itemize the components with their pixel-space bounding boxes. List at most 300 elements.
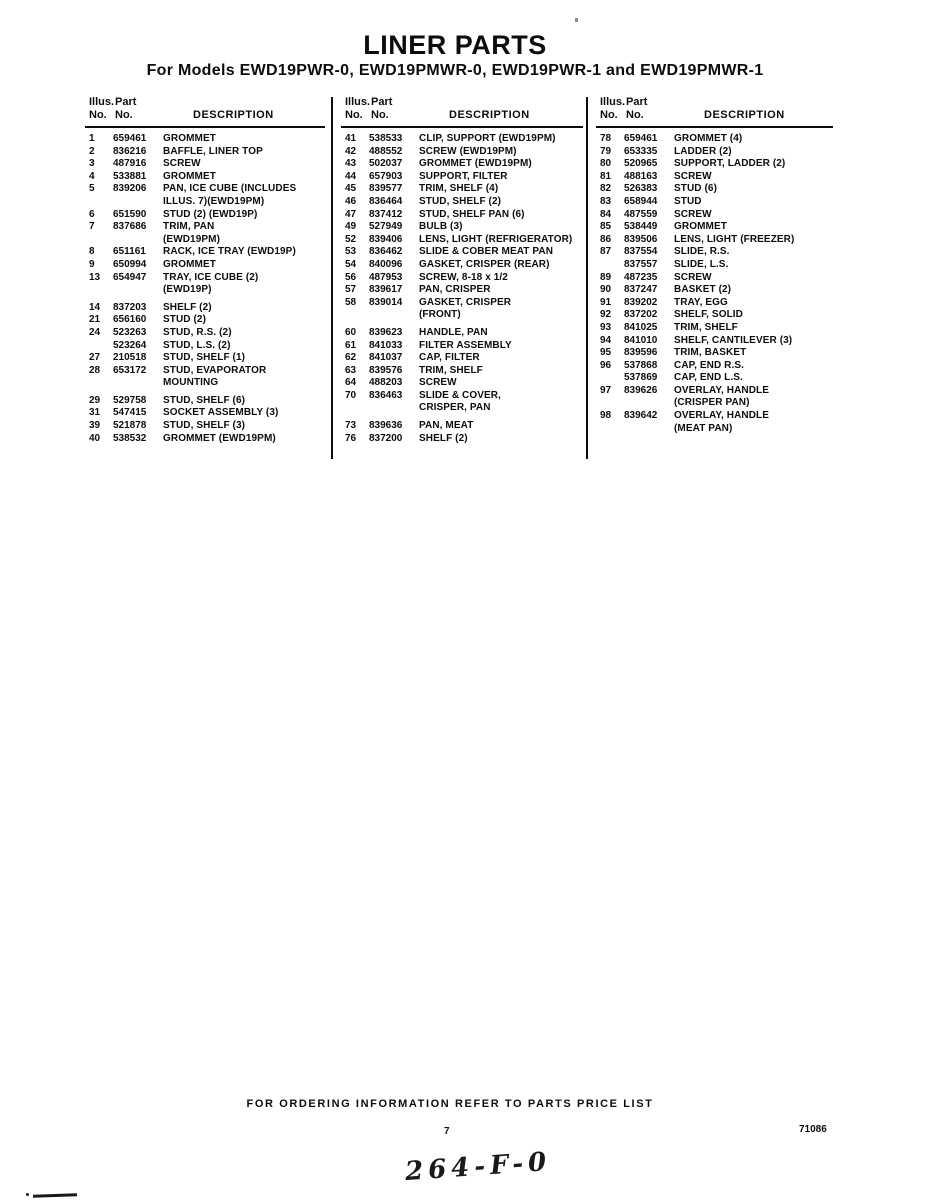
part-no: 839626 [624,384,658,396]
table-row [596,322,833,335]
table-row [341,377,583,390]
spacer [423,96,583,109]
table-row [596,133,833,146]
column-header [596,94,833,128]
description-line: SOCKET ASSEMBLY (3) [163,407,279,419]
column-header-line-2 [341,109,583,122]
illus-no: 57 [345,284,357,296]
description-header-label: DESCRIPTION [193,109,274,121]
page-subtitle: For Models EWD19PWR-0, EWD19PMWR-0, EWD19PWR-1 and EWD19PMWR-1 [146,62,764,79]
description-line: GASKET, CRISPER [419,296,512,308]
table-row [85,395,325,408]
part-no: 839576 [369,364,403,376]
illus-no: 84 [600,208,612,220]
part-no: 487559 [624,208,658,220]
description-line: SCREW, 8-18 x 1/2 [419,271,508,283]
illus-no: 86 [600,233,612,245]
illus-no: 62 [345,352,357,364]
part-no: 837203 [113,301,147,313]
part-no: 537869 [624,372,658,384]
column-header [85,94,325,128]
part-header-label: Part [115,96,137,108]
part-no [624,397,674,410]
illus-no: 9 [89,258,95,270]
illus-no: 96 [600,359,612,371]
part-no [369,402,419,415]
table-row [596,309,833,322]
description-line: FILTER ASSEMBLY [419,339,512,351]
illus-no: 40 [89,432,101,444]
scan-mark-bottom [33,1193,77,1198]
table-row [596,284,833,297]
part-no: 488163 [624,170,658,182]
part-no: 841033 [369,339,403,351]
illus-no: 98 [600,410,612,422]
table-row [341,196,583,209]
part-no [113,234,163,247]
description-line: (EWD19P) [163,284,212,296]
table-row-continuation [85,234,325,247]
illus-no: 46 [345,195,357,207]
table-row [85,433,325,446]
description-line: PAN, MEAT [419,420,474,432]
description-line: SCREW [674,208,712,220]
illus-no: 70 [345,389,357,401]
part-no [624,423,674,436]
table-row [596,347,833,360]
part-no: 538449 [624,221,658,233]
illus-no: 6 [89,208,95,220]
part-no: 538533 [369,133,403,144]
part-no: 529758 [113,394,147,406]
illus-no: 47 [345,208,357,220]
parts-table [85,94,833,469]
description-line: GROMMET (4) [674,133,743,144]
spacer [167,96,325,109]
part-no: 656160 [113,314,147,326]
table-row [85,327,325,340]
illus-no: 14 [89,301,101,313]
spacer [678,96,833,109]
part-no: 520965 [624,158,658,170]
column-header-line-2 [596,109,833,122]
part-no: 837557 [624,258,658,270]
parts-column-1 [85,94,325,445]
illus-no: 56 [345,271,357,283]
page-number: 7 [444,1126,450,1137]
table-row [341,433,583,446]
table-row [85,420,325,433]
table-row [341,234,583,247]
part-no: 839577 [369,183,403,195]
table-row [596,272,833,285]
description-line: STUD (2) (EWD19P) [163,208,258,220]
illus-header-label: Illus. [89,96,115,108]
description-line: CAP, END L.S. [674,372,743,384]
description-line: BASKET (2) [674,284,732,296]
scan-speck-top [575,18,578,22]
description-line: TRIM, SHELF (4) [419,183,499,195]
illus-no: 41 [345,133,357,144]
table-row [596,360,833,373]
part-no [113,284,163,297]
description-header-label: DESCRIPTION [704,109,785,121]
description-line: GROMMET (EWD19PM) [163,432,276,444]
rows-container [341,133,583,445]
part-no: 533881 [113,170,147,182]
table-row [596,335,833,348]
table-row [341,365,583,378]
table-row [341,259,583,272]
table-row [596,259,833,272]
illus-no: 43 [345,158,357,170]
table-row [596,410,833,423]
table-row-continuation [341,309,583,322]
column-header-line-2 [85,109,325,122]
illus-no: 2 [89,145,95,157]
description-line: TRIM, SHELF [674,321,738,333]
table-row [85,352,325,365]
description-line: SHELF (2) [419,432,468,444]
illus-no: 85 [600,221,612,233]
illus-no: 29 [89,394,101,406]
part-no: 839506 [624,233,658,245]
part-no: 837412 [369,208,403,220]
table-row-continuation [596,423,833,436]
description-line: TRAY, ICE CUBE (2) [163,271,259,283]
part-no: 653335 [624,145,658,157]
part-no: 502037 [369,158,403,170]
illus-no [85,234,113,247]
illus-no: 28 [89,364,101,376]
illus-no: 58 [345,296,357,308]
table-row [85,314,325,327]
description-line: STUD, SHELF (3) [163,420,246,432]
illus-no [596,397,624,410]
table-row [596,297,833,310]
no-header-label: No. [115,109,133,121]
part-no: 836464 [369,195,403,207]
illus-no: 8 [89,246,95,258]
table-row [85,259,325,272]
table-row [596,234,833,247]
illus-no: 49 [345,221,357,233]
part-no: 527949 [369,221,403,233]
part-no: 659461 [113,133,147,144]
part-no: 837200 [369,432,403,444]
column-header-line-1 [596,96,833,109]
table-row-continuation [85,377,325,390]
table-row [85,340,325,353]
illus-no [85,196,113,209]
illus-no: 60 [345,326,357,338]
no-header-label: No. [626,109,644,121]
table-row [341,420,583,433]
table-row [85,146,325,159]
part-no: 839617 [369,284,403,296]
table-row [85,246,325,259]
description-line: GROMMET (EWD19PM) [419,158,532,170]
table-row [596,385,833,398]
column-header-line-1 [341,96,583,109]
description-line: SCREW [163,158,201,170]
illus-no: 44 [345,170,357,182]
table-row [85,365,325,378]
description-line: GASKET, CRISPER (REAR) [419,258,550,270]
part-no: 837554 [624,246,658,258]
table-row [341,158,583,171]
illus-no: 5 [89,183,95,195]
description-line: SHELF, SOLID [674,309,743,321]
description-line: GROMMET [674,221,727,233]
description-line: PAN, CRISPER [419,284,491,296]
description-line: SLIDE, L.S. [674,258,729,270]
part-no: 523263 [113,326,147,338]
no-header-label: No. [345,109,363,121]
illus-no: 73 [345,420,357,432]
illus-no: 94 [600,334,612,346]
part-no: 488552 [369,145,403,157]
table-row [341,297,583,310]
description-line: SCREW [674,271,712,283]
part-no: 658944 [624,195,658,207]
table-row [85,221,325,234]
table-row [85,183,325,196]
illus-no: 24 [89,326,101,338]
part-no: 526383 [624,183,658,195]
illus-header-label: Illus. [600,96,626,108]
table-row [596,158,833,171]
part-no: 839642 [624,410,658,422]
description-line: (EWD19PM) [163,233,221,245]
illus-no: 42 [345,145,357,157]
illus-no: 13 [89,271,101,283]
illus-no: 89 [600,271,612,283]
table-row [596,171,833,184]
description-line: STUD, L.S. (2) [163,339,231,351]
table-row [341,352,583,365]
description-line: SCREW [674,170,712,182]
part-no: 839406 [369,233,403,245]
part-no: 547415 [113,407,147,419]
table-row [85,272,325,285]
part-no: 839202 [624,296,658,308]
description-line: GROMMET [163,133,216,144]
description-header-label: DESCRIPTION [449,109,530,121]
description-line: SLIDE & COVER, [419,389,501,401]
part-no: 839623 [369,326,403,338]
description-line: RACK, ICE TRAY (EWD19P) [163,246,296,258]
part-no: 839636 [369,420,403,432]
table-row [85,302,325,315]
illus-no: 3 [89,158,95,170]
description-line: OVERLAY, HANDLE [674,384,770,396]
rows-container [85,133,325,445]
illus-no: 1 [89,133,95,144]
table-row [341,246,583,259]
illus-no [85,340,113,353]
description-line: LENS, LIGHT (FREEZER) [674,233,795,245]
description-line: (MEAT PAN) [674,422,733,434]
illus-no: 79 [600,145,612,157]
table-row [341,171,583,184]
description-line: CAP, FILTER [419,352,480,364]
part-no: 653172 [113,364,147,376]
description-line: STUD, R.S. (2) [163,326,232,338]
description-line: (CRISPER PAN) [674,397,750,409]
illus-no: 87 [600,246,612,258]
description-line: GROMMET [163,170,216,182]
part-no: 841010 [624,334,658,346]
table-row [85,158,325,171]
no-header-label: No. [89,109,107,121]
table-row [341,183,583,196]
part-no: 210518 [113,352,147,364]
table-row [596,196,833,209]
table-row [85,407,325,420]
table-row [341,284,583,297]
illus-no: 21 [89,314,101,326]
description-line: STUD, EVAPORATOR [163,364,267,376]
column-divider-1 [331,97,333,459]
part-no: 657903 [369,170,403,182]
illus-no [596,423,624,436]
description-line: SCREW [419,377,457,389]
description-line: TRAY, EGG [674,296,728,308]
description-line: SHELF, CANTILEVER (3) [674,334,793,346]
part-no: 836462 [369,246,403,258]
part-no: 840096 [369,258,403,270]
part-no: 839014 [369,296,403,308]
part-no: 521878 [113,420,147,432]
description-line: STUD [674,195,702,207]
description-line: SLIDE & COBER MEAT PAN [419,246,554,258]
illus-no: 4 [89,170,95,182]
part-no: 836216 [113,145,147,157]
illus-no: 81 [600,170,612,182]
table-row-continuation [85,196,325,209]
illus-no: 64 [345,377,357,389]
table-row [85,209,325,222]
part-no [113,196,163,209]
illus-no [341,309,369,322]
description-line: SCREW (EWD19PM) [419,145,517,157]
table-row [341,146,583,159]
illus-header-label: Illus. [345,96,371,108]
illus-no: 54 [345,258,357,270]
illus-no: 63 [345,364,357,376]
description-line: SUPPORT, LADDER (2) [674,158,786,170]
illus-no: 27 [89,352,101,364]
part-no: 841037 [369,352,403,364]
description-line: LENS, LIGHT (REFRIGERATOR) [419,233,573,245]
illus-no: 91 [600,296,612,308]
table-row-continuation [596,397,833,410]
part-no: 651590 [113,208,147,220]
table-row [85,133,325,146]
part-no: 650994 [113,258,147,270]
table-row [596,183,833,196]
description-line: MOUNTING [163,377,219,389]
description-line: TRIM, PAN [163,221,215,233]
description-line: LADDER (2) [674,145,732,157]
description-line: SHELF (2) [163,301,212,313]
description-line: (FRONT) [419,309,461,321]
illus-no: 53 [345,246,357,258]
description-line: CAP, END R.S. [674,359,745,371]
description-line: STUD (2) [163,314,207,326]
column-divider-2 [586,97,588,459]
rows-container [596,133,833,435]
illus-no: 92 [600,309,612,321]
part-no: 538532 [113,432,147,444]
illus-no: 31 [89,407,101,419]
parts-column-3 [596,94,833,435]
part-no: 836463 [369,389,403,401]
table-row [596,246,833,259]
part-no: 523264 [113,339,147,351]
illus-no [596,372,624,385]
description-line: STUD, SHELF (6) [163,394,246,406]
part-no: 659461 [624,133,658,144]
part-no: 654947 [113,271,147,283]
illus-no: 80 [600,158,612,170]
part-header-label: Part [626,96,648,108]
no-header-label: No. [371,109,389,121]
handwritten-note: 264-F-0 [404,1146,553,1188]
table-row [341,272,583,285]
part-no [369,309,419,322]
table-row [341,209,583,222]
illus-no: 76 [345,432,357,444]
description-line: SUPPORT, FILTER [419,170,508,182]
part-no: 487953 [369,271,403,283]
description-line: HANDLE, PAN [419,326,488,338]
description-line: ILLUS. 7)(EWD19PM) [163,195,265,207]
illus-no: 78 [600,133,612,144]
table-row [341,221,583,234]
table-row [341,390,583,403]
part-no: 837202 [624,309,658,321]
part-no: 488203 [369,377,403,389]
illus-no: 93 [600,321,612,333]
illus-no: 7 [89,221,95,233]
table-row-continuation [341,402,583,415]
doc-number: 71086 [799,1124,827,1135]
part-no: 651161 [113,246,146,258]
illus-no: 45 [345,183,357,195]
part-no: 839596 [624,347,658,359]
illus-no: 82 [600,183,612,195]
table-row [341,327,583,340]
description-line: STUD, SHELF PAN (6) [419,208,525,220]
part-header-label: Part [371,96,393,108]
part-no: 837247 [624,284,658,296]
description-line: TRIM, BASKET [674,347,747,359]
description-line: STUD, SHELF (2) [419,195,502,207]
description-line: OVERLAY, HANDLE [674,410,770,422]
part-no: 487916 [113,158,147,170]
table-row [85,171,325,184]
scan-speck-bottom [26,1193,29,1196]
illus-no: 90 [600,284,612,296]
description-line: BULB (3) [419,221,463,233]
column-header [341,94,583,128]
description-line: STUD, SHELF (1) [163,352,246,364]
table-row [596,146,833,159]
part-no: 841025 [624,321,658,333]
table-row [341,340,583,353]
